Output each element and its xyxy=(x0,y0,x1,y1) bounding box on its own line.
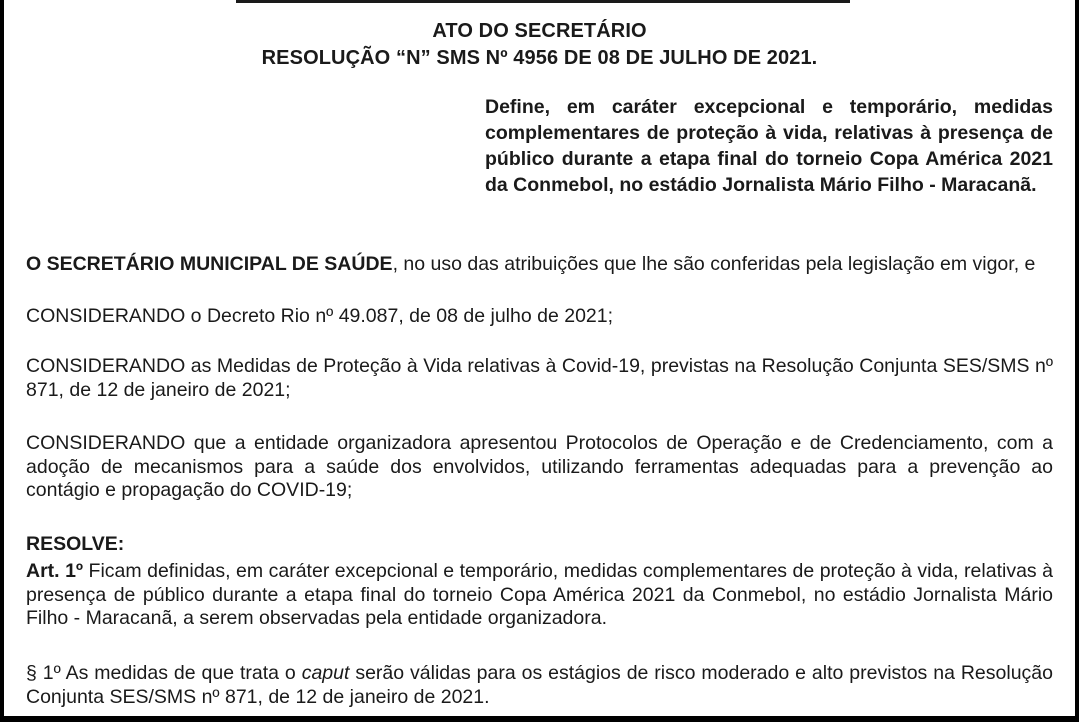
paragraph-1-start: § 1º As medidas de que trata o xyxy=(26,662,302,684)
paragraph-1-caput: caput xyxy=(301,662,350,684)
article-1-text: Ficam definidas, em caráter excepcional e temporário, medidas complementares de proteção à vida, relativas à presença de público durante a etapa final do torneio Copa América 2021 da Conmebol, no estádio Jornalista Mário Filho - Maracanã, a serem observadas pela entidade organizadora. xyxy=(26,560,1054,629)
paragraph-1 xyxy=(26,662,1053,709)
document-page xyxy=(4,0,1075,716)
considerando-2: CONSIDERANDO as Medidas de Proteção à Vida relativas à Covid-19, previstas na Resolução Conjunta SES/SMS nº 871, de 12 de janeiro de 2021; xyxy=(26,355,1053,401)
preamble-authority: O SECRETÁRIO MUNICIPAL DE SAÚDE xyxy=(26,253,393,275)
resolve-heading: RESOLVE: xyxy=(26,533,125,555)
ementa: Define, em caráter excepcional e temporário, medidas complementares de proteção à vida, relativas à presença de público durante a etapa final do torneio Copa América 2021 da Conmebol, no estádio Jornalista Mário Filho - Maracanã. xyxy=(485,96,1053,196)
document-title: ATO DO SECRETÁRIO xyxy=(432,20,647,42)
paragraph-1-end: serão válidas para os estágios de risco moderado e alto previstos na Resolução Conjunta SES/SMS nº 871, de 12 de janeiro de 2021. xyxy=(26,662,1053,708)
preamble-text: , no uso das atribuições que lhe são conferidas pela legislação em vigor, e xyxy=(392,253,1036,275)
considerando-1: CONSIDERANDO o Decreto Rio nº 49.087, de 08 de julho de 2021; xyxy=(26,305,614,327)
article-1 xyxy=(26,560,1053,631)
resolution-number: RESOLUÇÃO “N” SMS Nº 4956 DE 08 DE JULHO DE 2021. xyxy=(261,47,818,69)
article-1-label: Art. 1º xyxy=(26,560,84,582)
header-rule xyxy=(236,0,850,3)
considerando-3: CONSIDERANDO que a entidade organizadora apresentou Protocolos de Operação e de Credenciamento, com a adoção de mecanismos para a saúde dos envolvidos, utilizando ferramentas adequadas para a prevenção ao contágio e propagação do COVID-19; xyxy=(26,432,1053,501)
preamble xyxy=(26,253,1053,277)
